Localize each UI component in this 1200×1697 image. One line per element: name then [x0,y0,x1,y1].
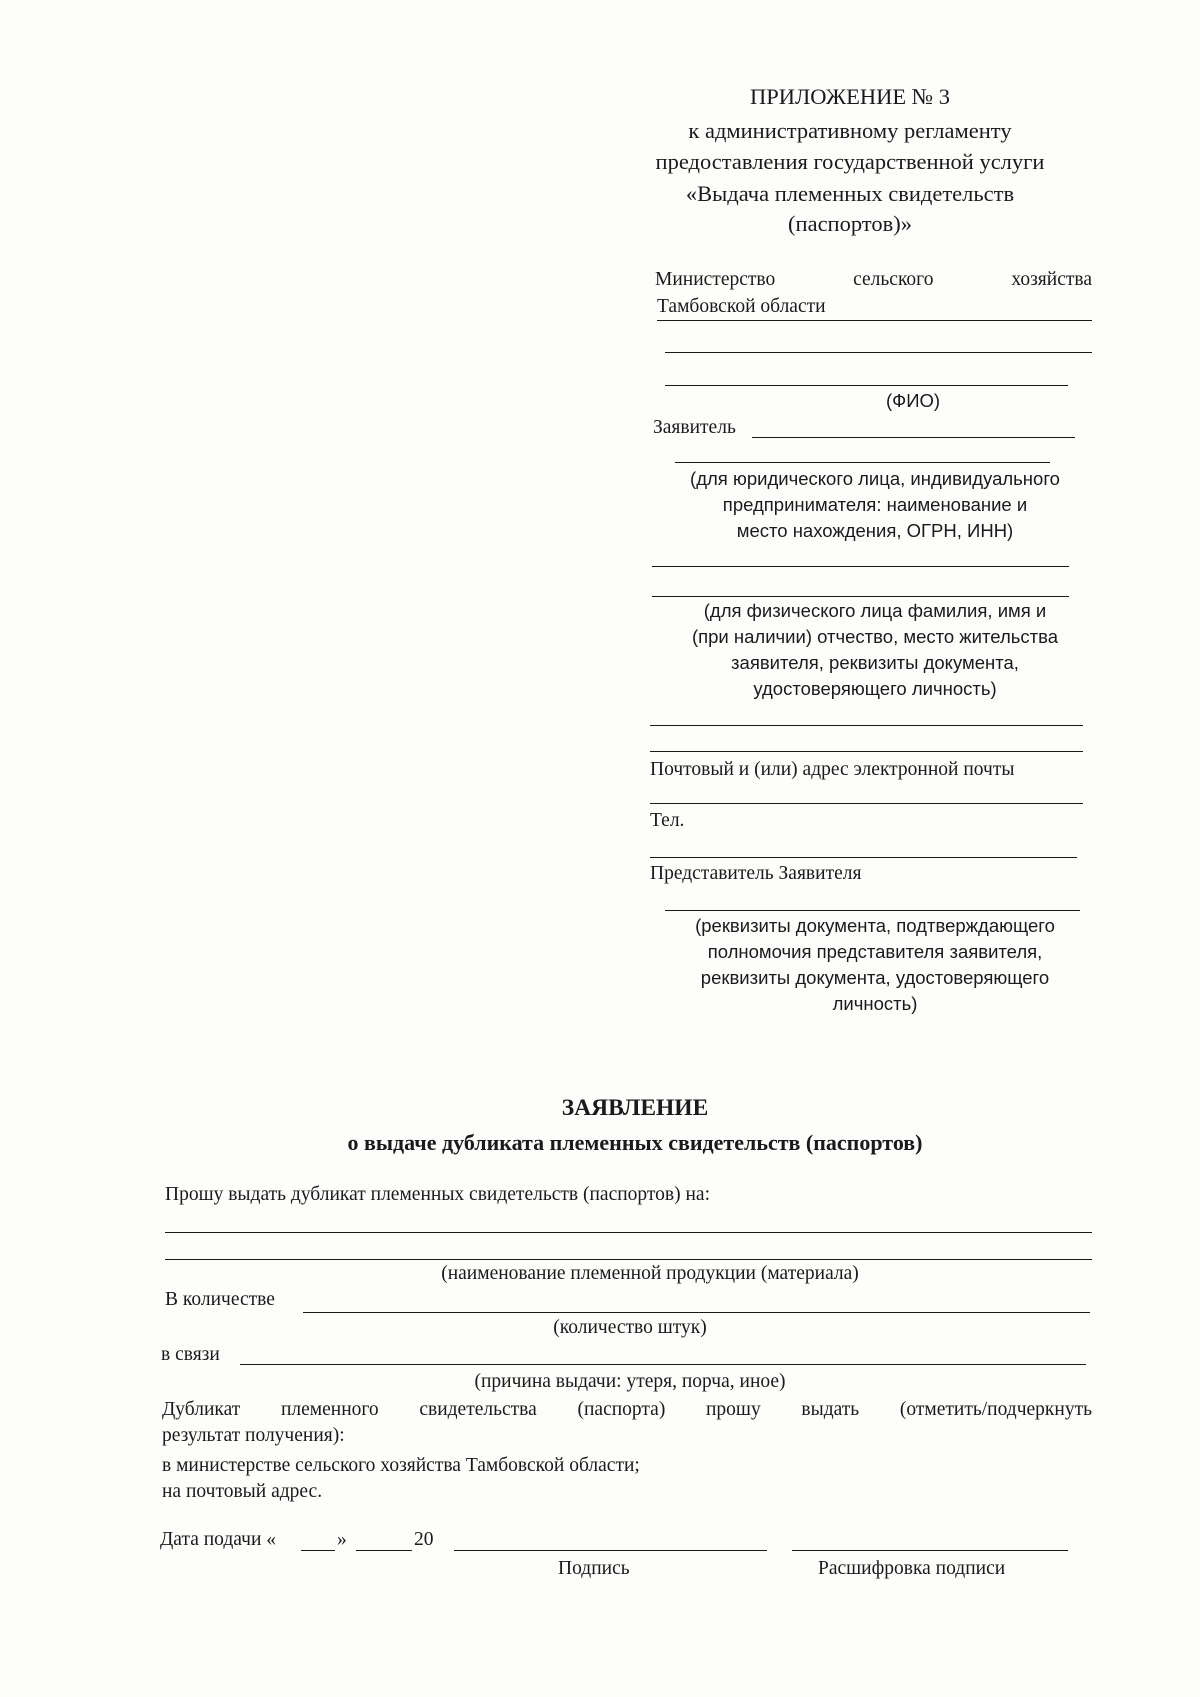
date-year-prefix: 20 [414,1529,434,1550]
delivery-word: выдать [801,1399,860,1420]
application-title: ЗАЯВЛЕНИЕ [561,1095,709,1121]
addressee-line-2: Тамбовской области [657,296,826,317]
quantity-field-line [303,1312,1090,1313]
postal-field-line [650,803,1083,804]
annex-line-4: (паспортов)» [788,211,912,236]
delivery-word: свидетельства [419,1399,537,1420]
date-month-field [356,1550,412,1551]
postal-label: Почтовый и (или) адрес электронной почты [650,759,1015,780]
addressee-line-1 [655,270,1092,290]
reason-caption: (причина выдачи: утеря, порча, иное) [474,1371,786,1392]
representative-label: Представитель Заявителя [650,863,862,884]
representative-caption-4: личность) [832,993,918,1014]
reason-label: в связи [161,1344,220,1365]
representative-caption-2: полномочия представителя заявителя, [707,941,1043,962]
individual-field-line-2 [650,751,1083,752]
delivery-word: (паспорта) [577,1399,666,1420]
representative-caption-3: реквизиты документа, удостоверяющего [700,967,1050,988]
phone-field-line [650,857,1077,858]
addressee-word-3: хозяйства [1011,269,1092,290]
addressee-underline [657,320,1092,321]
annex-line-1: к административному регламенту [688,118,1012,143]
signature-field-line [454,1550,767,1551]
signature-decode-field-line [792,1550,1068,1551]
reason-field-line [240,1364,1086,1365]
quantity-label: В количестве [165,1289,275,1310]
fio-field-line-2 [665,385,1068,386]
fio-caption: (ФИО) [886,390,941,411]
individual-caption-1: (для физического лица фамилия, имя и [703,600,1047,621]
option-post: на почтовый адрес. [162,1481,323,1502]
representative-caption-1: (реквизиты документа, подтверждающего [695,915,1055,936]
individual-caption-2: (при наличии) отчество, место жительства [691,626,1059,647]
application-subtitle: о выдаче дубликата племенных свидетельств (паспортов) [347,1130,923,1155]
product-field-line-2 [165,1259,1092,1260]
legal-entity-caption-3: место нахождения, ОГРН, ИНН) [736,520,1014,541]
legal-entity-caption-2: предпринимателя: наименование и [722,494,1028,515]
date-label-open: Дата подачи « [160,1529,277,1550]
individual-caption-4: удостоверяющего личность) [753,678,997,699]
delivery-word: племенного [280,1399,379,1420]
phone-label: Тел. [650,810,685,831]
addressee-word-1: Министерство [655,269,776,290]
signature-decode-caption: Расшифровка подписи [818,1558,1006,1579]
legal-entity-field-line-1 [652,566,1069,567]
quantity-caption: (количество штук) [553,1317,707,1338]
applicant-label: Заявитель [653,417,736,438]
annex-line-2: предоставления государственной услуги [655,149,1045,174]
delivery-word: Дубликат [162,1399,241,1420]
product-field-line-1 [165,1232,1092,1233]
individual-caption-3: заявителя, реквизиты документа, [731,652,1019,673]
date-label-close: » [337,1529,347,1550]
delivery-word: (отметить/подчеркнуть [899,1399,1092,1420]
annex-title: ПРИЛОЖЕНИЕ № 3 [749,84,951,109]
representative-field-line [665,910,1080,911]
request-text: Прошу выдать дубликат племенных свидетельств (паспортов) на: [165,1184,711,1205]
option-ministry: в министерстве сельского хозяйства Тамбовской области; [162,1455,640,1476]
legal-entity-field-line-2 [652,596,1069,597]
delivery-line-1 [162,1400,1092,1420]
delivery-word: прошу [706,1399,761,1420]
addressee-word-2: сельского [853,269,934,290]
fio-field-line-1 [665,352,1092,353]
annex-line-3: «Выдача племенных свидетельств [685,181,1015,206]
applicant-field-line [752,437,1075,438]
signature-caption: Подпись [558,1558,630,1579]
applicant-field-line-2 [675,462,1050,463]
individual-field-line-1 [650,725,1083,726]
legal-entity-caption-1: (для юридического лица, индивидуального [690,468,1060,489]
delivery-line-2: результат получения): [162,1425,345,1446]
date-day-field [301,1550,335,1551]
product-caption: (наименование племенной продукции (материала) [441,1263,859,1284]
